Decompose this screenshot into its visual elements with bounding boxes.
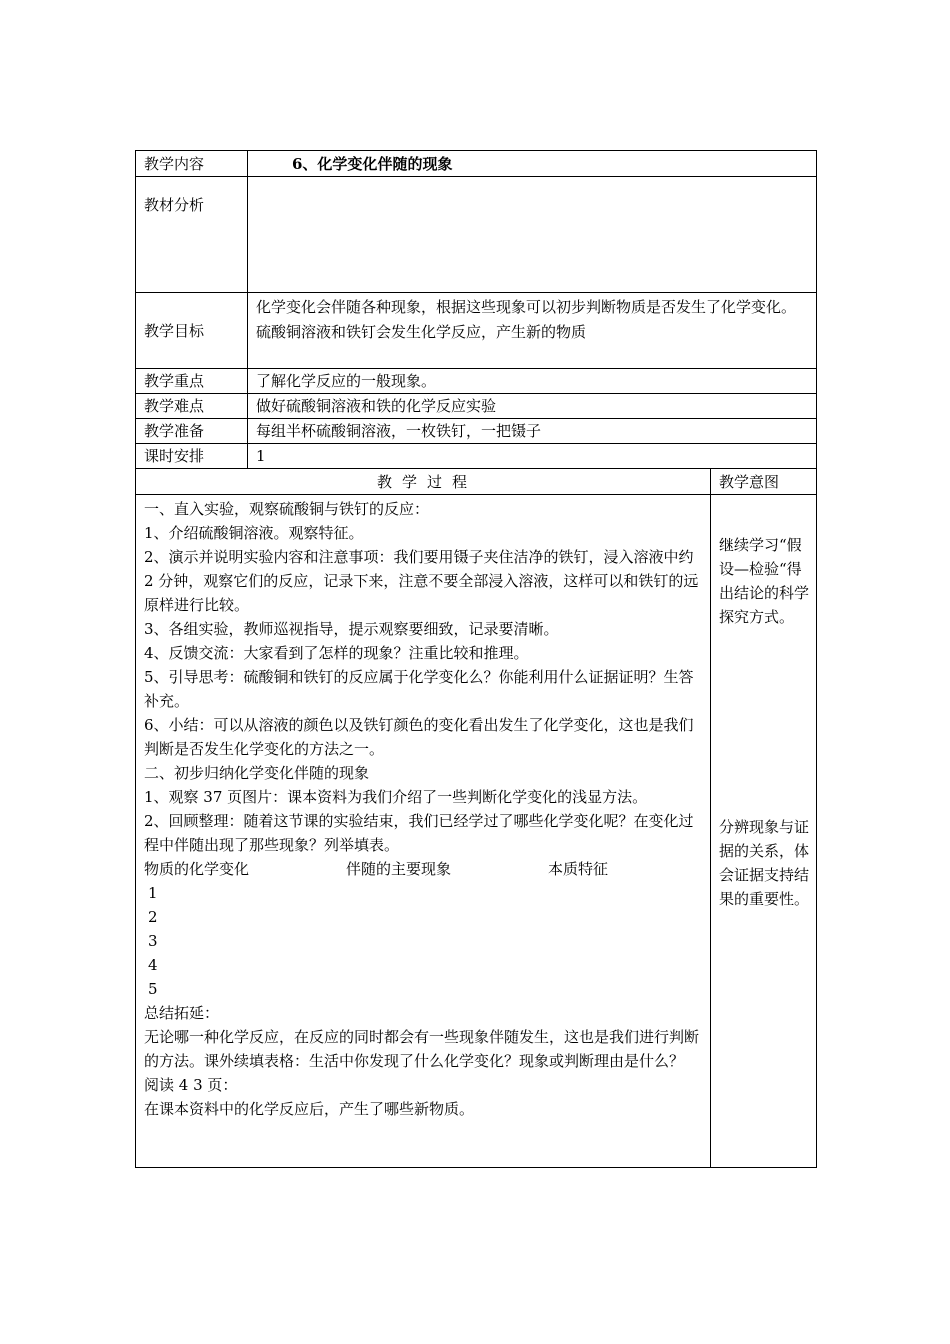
row-goals <box>136 293 817 369</box>
lesson-plan-table <box>135 150 817 1168</box>
col-essence: 本质特征 <box>548 860 609 878</box>
goal-line-1: 化学变化会伴随各种现象，根据这些现象可以初步判断物质是否发生了化学变化。 <box>256 298 797 316</box>
value-goals <box>248 293 817 369</box>
value-analysis <box>248 177 817 293</box>
summary-title: 总结拓延： <box>144 1004 220 1022</box>
reading-title: 阅读 4 3 页： <box>144 1076 238 1094</box>
label-hours: 课时安排 <box>136 444 248 469</box>
process-line: 一、直入实验，观察硫酸铜与铁钉的反应： <box>144 500 430 518</box>
process-line: 6、小结：可以从溶液的颜色以及铁钉颜色的变化看出发生了化学变化，这也是我们判断是否发生化学变化的方法之一。 <box>144 716 694 758</box>
process-header: 教学过程 <box>136 469 711 495</box>
process-line: 2、回顾整理：随着这节课的实验结束，我们已经学过了哪些化学变化呢？在变化过程中伴随出现了那些现象？列举填表。 <box>144 812 694 854</box>
row-content <box>136 151 817 177</box>
row-process-header <box>136 469 817 495</box>
process-line: 二、初步归纳化学变化伴随的现象 <box>144 764 370 782</box>
process-content <box>136 495 711 1168</box>
fill-row-number: 4 <box>148 956 158 974</box>
fill-table-header <box>144 857 704 881</box>
col-change: 物质的化学变化 <box>144 860 250 878</box>
lesson-title: 6、化学变化伴随的现象 <box>248 151 817 177</box>
label-difficulty: 教学难点 <box>136 394 248 419</box>
fill-row-number: 3 <box>148 932 158 950</box>
intent-second: 分辨现象与证据的关系，体会证据支持结果的重要性。 <box>719 818 810 908</box>
fill-row-number: 1 <box>148 884 158 902</box>
value-difficulty: 做好硫酸铜溶液和铁的化学反应实验 <box>248 394 817 419</box>
label-content: 教学内容 <box>136 151 248 177</box>
process-line: 1、观察 37 页图片：课本资料为我们介绍了一些判断化学变化的浅显方法。 <box>144 788 648 806</box>
row-hours <box>136 444 817 469</box>
row-key <box>136 369 817 394</box>
process-line: 1、介绍硫酸铜溶液。观察特征。 <box>144 524 364 542</box>
label-analysis: 教材分析 <box>136 177 248 293</box>
process-line: 2、演示并说明实验内容和注意事项：我们要用镊子夹住洁净的铁钉，浸入溶液中约 2 分钟，观察它们的反应，记录下来，注意不要全部浸入溶液，这样可以和铁钉的远原样进行比较。 <box>144 548 699 614</box>
process-line: 3、各组实验，教师巡视指导，提示观察要细致，记录要清晰。 <box>144 620 559 638</box>
col-phenomenon: 伴随的主要现象 <box>346 860 452 878</box>
value-prep: 每组半杯硫酸铜溶液，一枚铁钉，一把镊子 <box>248 419 817 444</box>
intent-content <box>711 495 817 1168</box>
row-difficulty <box>136 394 817 419</box>
process-line: 5、引导思考：硫酸铜和铁钉的反应属于化学变化么？你能利用什么证据证明？生答补充。 <box>144 668 694 710</box>
process-line: 4、反馈交流：大家看到了怎样的现象？注重比较和推理。 <box>144 644 529 662</box>
value-hours: 1 <box>248 444 817 469</box>
label-prep: 教学准备 <box>136 419 248 444</box>
row-analysis <box>136 177 817 293</box>
fill-row-number: 5 <box>148 980 158 998</box>
row-process <box>136 495 817 1168</box>
summary-text: 无论哪一种化学反应，在反应的同时都会有一些现象伴随发生，这也是我们进行判断的方法。课外续填表格：生活中你发现了什么化学变化？现象或判断理由是什么？ <box>144 1028 700 1070</box>
label-goals: 教学目标 <box>136 293 248 369</box>
row-prep <box>136 419 817 444</box>
fill-row-number: 2 <box>148 908 158 926</box>
goal-line-2: 硫酸铜溶液和铁钉会发生化学反应，产生新的物质 <box>256 322 587 341</box>
value-key: 了解化学反应的一般现象。 <box>248 369 817 394</box>
label-key: 教学重点 <box>136 369 248 394</box>
intent-first: 继续学习“假设—检验“得出结论的科学探究方式。 <box>719 536 810 626</box>
reading-text: 在课本资料中的化学反应后，产生了哪些新物质。 <box>144 1100 475 1118</box>
intent-header: 教学意图 <box>711 469 817 495</box>
